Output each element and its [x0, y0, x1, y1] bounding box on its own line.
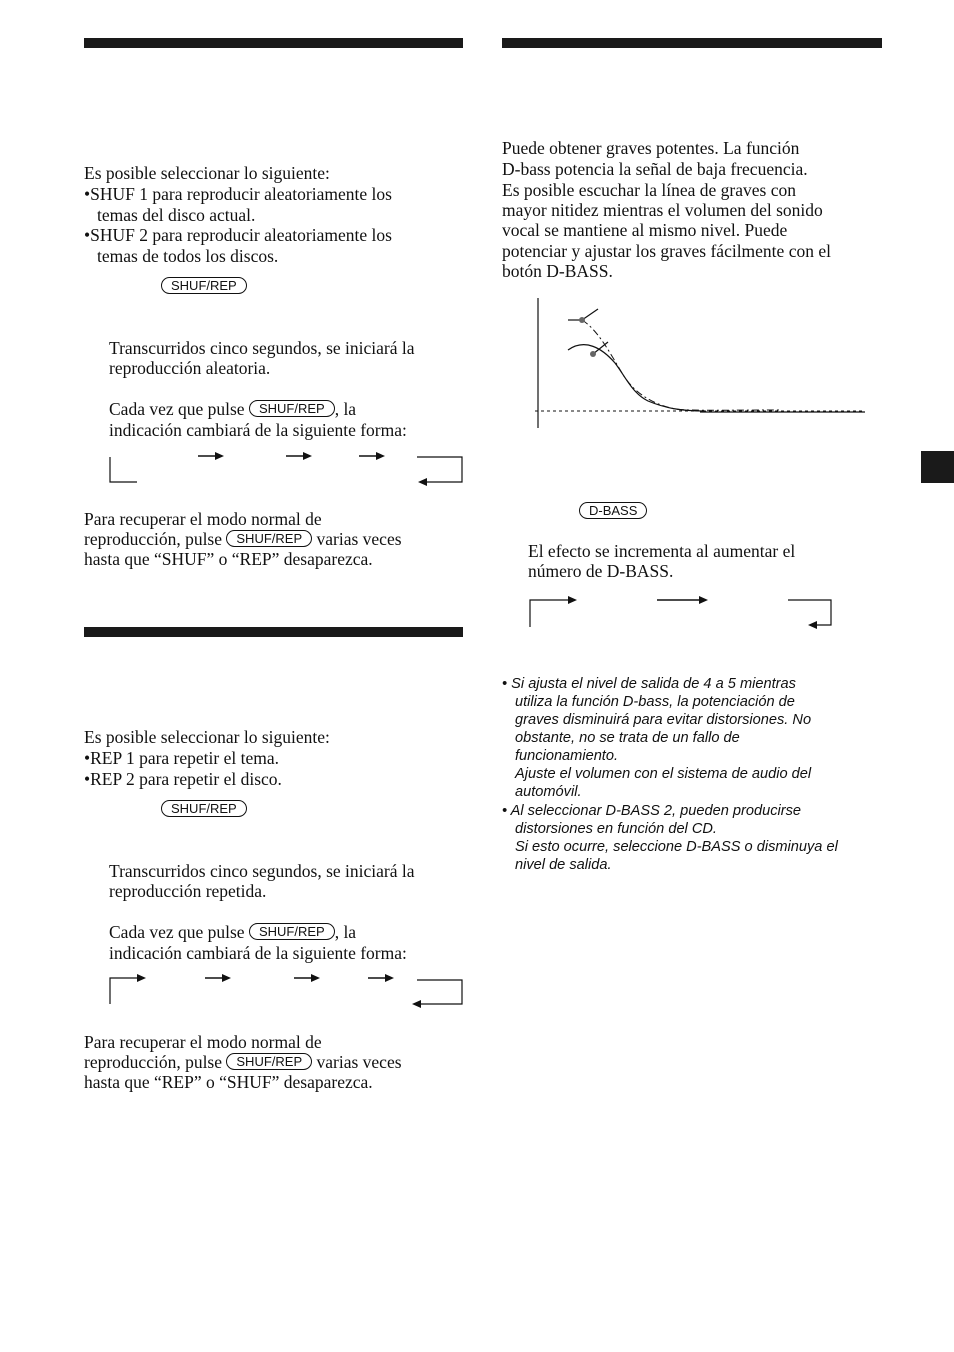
shuf-rep-key-2: [161, 799, 247, 820]
shuf-rep-key-1: [161, 276, 247, 297]
repeat-cycle-line2: indicación cambiará de la siguiente forma:: [109, 943, 407, 963]
shuf-rep-button-restore: SHUF/REP: [226, 530, 312, 547]
repeat-cycle-line1: [109, 922, 356, 943]
dbass-effect-line1: El efecto se incrementa al aumentar el: [528, 541, 796, 561]
shuffle-cycle-diagram: [100, 445, 470, 495]
dbass-intro-1: Puede obtener graves potentes. La función: [502, 138, 800, 158]
note-1-line6: Ajuste el volumen con el sistema de audio del: [515, 766, 812, 782]
shuf-rep-button-inline-2: SHUF/REP: [249, 923, 335, 940]
section-rule-repeat: [84, 627, 463, 637]
dbass-intro-4: mayor nitidez mientras el volumen del sonido: [502, 200, 823, 220]
shuf-rep-button-inline: SHUF/REP: [249, 400, 335, 417]
shuffle-restore-post: varias veces: [316, 529, 402, 549]
shuffle-step-line1: Transcurridos cinco segundos, se iniciará la: [109, 338, 415, 358]
shuf-rep-button-restore-2: SHUF/REP: [226, 1053, 312, 1070]
shuffle-step-line2: reproducción aleatoria.: [109, 358, 271, 378]
note-1-line4: obstante, no se trata de un fallo de: [515, 730, 740, 746]
repeat-cycle-post: , la: [334, 922, 357, 942]
dbass-frequency-graph: [530, 298, 870, 433]
repeat-cycle-pre: Cada vez que pulse: [109, 922, 245, 942]
dbass-intro-6: potenciar y ajustar los graves fácilmente con el: [502, 241, 831, 261]
dbass-marker-1: [579, 317, 585, 323]
shuffle-bullet-1-cont: temas del disco actual.: [97, 205, 256, 225]
shuffle-cycle-post: , la: [334, 399, 357, 419]
repeat-restore-line1: Para recuperar el modo normal de: [84, 1032, 322, 1052]
note-2-line2: distorsiones en función del CD.: [515, 821, 717, 837]
shuffle-intro: Es posible seleccionar lo siguiente:: [84, 163, 330, 183]
note-1-line2: utiliza la función D-bass, la potenciación de: [515, 694, 795, 710]
shuffle-restore-line2: [84, 529, 402, 550]
shuffle-cycle-line2: indicación cambiará de la siguiente forma:: [109, 420, 407, 440]
note-2-line4: nivel de salida.: [515, 857, 612, 873]
repeat-restore-pre: reproducción, pulse: [84, 1052, 223, 1072]
repeat-restore-line3: hasta que “REP” o “SHUF” desaparezca.: [84, 1072, 373, 1092]
section-rule-dbass: [502, 38, 882, 48]
dbass-intro-7: botón D-BASS.: [502, 261, 613, 281]
repeat-cycle-diagram: [100, 968, 470, 1013]
note-2-line3: Si esto ocurre, seleccione D-BASS o disminuya el: [515, 839, 838, 855]
shuffle-bullet-2-cont: temas de todos los discos.: [97, 246, 279, 266]
repeat-intro: Es posible seleccionar lo siguiente:: [84, 727, 330, 747]
shuffle-restore-line3: hasta que “SHUF” o “REP” desaparezca.: [84, 549, 373, 569]
dbass-intro-2: D-bass potencia la señal de baja frecuencia.: [502, 159, 808, 179]
shuffle-restore-pre: reproducción, pulse: [84, 529, 223, 549]
repeat-step-line1: Transcurridos cinco segundos, se iniciará la: [109, 861, 415, 881]
repeat-restore-post: varias veces: [316, 1052, 402, 1072]
shuffle-cycle-pre: Cada vez que pulse: [109, 399, 245, 419]
note-1-line3: graves disminuirá para evitar distorsiones. No: [515, 712, 812, 728]
shuffle-bullet-1: •SHUF 1 para reproducir aleatoriamente los: [84, 184, 392, 204]
shuf-rep-button-2: SHUF/REP: [161, 800, 247, 817]
dbass-key: [579, 501, 647, 522]
dbass-button: D-BASS: [579, 502, 647, 519]
repeat-restore-line2: [84, 1052, 402, 1073]
repeat-step-line2: reproducción repetida.: [109, 881, 267, 901]
section-rule-shuffle: [84, 38, 463, 48]
shuffle-restore-line1: Para recuperar el modo normal de: [84, 509, 322, 529]
dbass-effect-line2: número de D-BASS.: [528, 561, 674, 581]
shuffle-bullet-2: •SHUF 2 para reproducir aleatoriamente los: [84, 225, 392, 245]
page-edge-tab: [921, 451, 954, 483]
note-1-line1: • Si ajusta el nivel de salida de 4 a 5 mientras: [502, 676, 796, 692]
note-1-line7: automóvil.: [515, 784, 582, 800]
dbass-cycle-diagram: [520, 590, 840, 635]
note-2-line1: • Al seleccionar D-BASS 2, pueden producirse: [502, 803, 802, 819]
dbass-intro-3: Es posible escuchar la línea de graves con: [502, 180, 796, 200]
repeat-bullet-1: •REP 1 para repetir el tema.: [84, 748, 279, 768]
repeat-bullet-2: •REP 2 para repetir el disco.: [84, 769, 282, 789]
note-1-line5: funcionamiento.: [515, 748, 619, 764]
dbass-intro-5: vocal se mantiene al mismo nivel. Puede: [502, 220, 788, 240]
dbass-marker-2: [590, 351, 596, 357]
shuf-rep-button: SHUF/REP: [161, 277, 247, 294]
shuffle-cycle-line1: [109, 399, 356, 420]
